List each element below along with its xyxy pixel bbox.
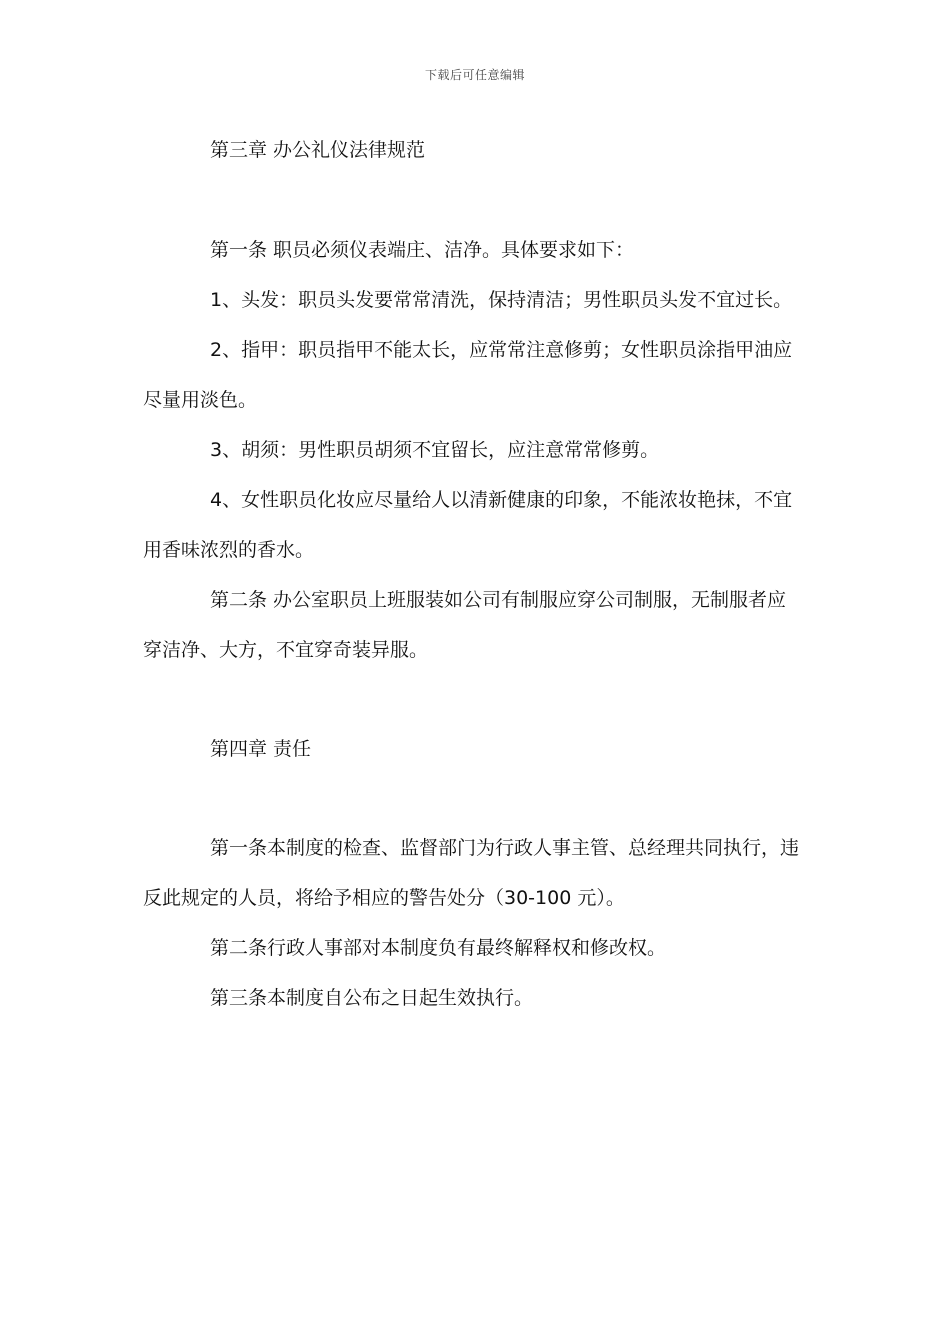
page-header: 下载后可任意编辑 bbox=[424, 68, 525, 82]
article-1-intro: 第一条 职员必须仪表端庄、洁净。具体要求如下： bbox=[210, 239, 635, 261]
article-2-line2: 穿洁净、大方，不宜穿奇装异服。 bbox=[143, 639, 429, 661]
chapter-4-title: 第四章 责任 bbox=[210, 738, 312, 760]
ch4-article-3: 第三条本制度自公布之日起生效执行。 bbox=[210, 987, 534, 1009]
chapter-3-title: 第三章 办公礼仪法律规范 bbox=[210, 139, 426, 161]
article-2-line1: 第二条 办公室职员上班服装如公司有制服应穿公司制服，无制服者应 bbox=[210, 589, 787, 611]
item-3-beard: 3、胡须：男性职员胡须不宜留长，应注意常常修剪。 bbox=[210, 439, 660, 461]
ch4-article-1-line2: 反此规定的人员，将给予相应的警告处分（30-100 元）。 bbox=[143, 887, 625, 909]
item-1-hair: 1、头发：职员头发要常常清洗，保持清洁；男性职员头发不宜过长。 bbox=[210, 289, 793, 311]
item-2-nails-line1: 2、指甲：职员指甲不能太长，应常常注意修剪；女性职员涂指甲油应 bbox=[210, 339, 793, 361]
ch4-article-1-line1: 第一条本制度的检查、监督部门为行政人事主管、总经理共同执行，违 bbox=[210, 837, 800, 859]
ch4-article-2: 第二条行政人事部对本制度负有最终解释权和修改权。 bbox=[210, 937, 667, 959]
item-2-nails-line2: 尽量用淡色。 bbox=[143, 389, 258, 411]
item-4-makeup-line1: 4、女性职员化妆应尽量给人以清新健康的印象，不能浓妆艳抹，不宜 bbox=[210, 489, 793, 511]
item-4-makeup-line2: 用香味浓烈的香水。 bbox=[143, 539, 315, 561]
